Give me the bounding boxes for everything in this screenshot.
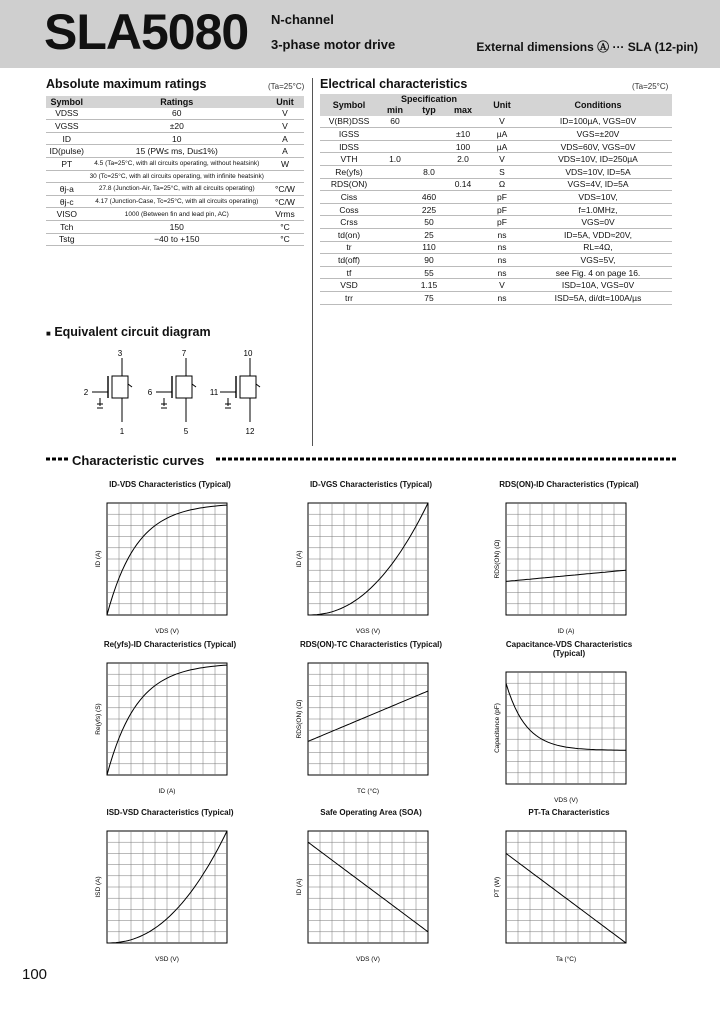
y-axis-label: Capacitance (pF) — [494, 703, 501, 753]
abs-rating: 150 — [88, 220, 266, 233]
elec-unit: pF — [480, 216, 524, 229]
elec-max — [446, 165, 480, 178]
elec-header-symbol: Symbol — [320, 94, 378, 116]
elec-sym: VTH — [320, 153, 378, 166]
abs-unit: °C/W — [266, 183, 304, 196]
elec-max: 0.14 — [446, 178, 480, 191]
mosfet-symbol — [210, 349, 260, 436]
elec-sym: V(BR)DSS — [320, 116, 378, 128]
x-axis-label: VDS (V) — [356, 956, 380, 963]
elec-cond: ID=5A, VDD≈20V, — [524, 228, 672, 241]
elec-header-spec: Specification — [378, 94, 480, 104]
elec-header-typ: typ — [412, 104, 446, 116]
elec-typ — [412, 153, 446, 166]
elec-unit: pF — [480, 191, 524, 204]
abs-table-row — [46, 183, 304, 196]
chart-title: ISD-VSD Characteristics (Typical) — [106, 808, 234, 817]
elec-sym: tf — [320, 266, 378, 279]
elec-table-row — [320, 140, 672, 153]
elec-table-row — [320, 178, 672, 191]
elec-unit: ns — [480, 254, 524, 267]
device-type: N-channel — [271, 12, 334, 27]
elec-unit: ns — [480, 291, 524, 304]
elec-max — [446, 266, 480, 279]
elec-table-row — [320, 191, 672, 204]
elec-unit: S — [480, 165, 524, 178]
elec-min: 1.0 — [378, 153, 412, 166]
elec-cond: ID=100µA, VGS=0V — [524, 116, 672, 128]
elec-min — [378, 254, 412, 267]
elec-char-condition: (Ta=25°C) — [632, 82, 669, 91]
abs-symbol: Tstg — [46, 233, 88, 246]
abs-unit: °C — [266, 220, 304, 233]
elec-sym: Coss — [320, 203, 378, 216]
elec-typ: 225 — [412, 203, 446, 216]
chart-plot — [296, 817, 446, 967]
elec-sym: trr — [320, 291, 378, 304]
pin-label: 12 — [245, 427, 255, 436]
elec-cond: RL=4Ω, — [524, 241, 672, 254]
abs-table-row — [46, 157, 304, 170]
chart-plot — [95, 649, 245, 799]
chart-title: Re(yfs)-ID Characteristics (Typical) — [103, 640, 237, 649]
elec-cond: VDS=10V, ID=250µA — [524, 153, 672, 166]
chart-title: Capacitance-VDS Characteristics (Typical) — [505, 640, 633, 658]
abs-symbol: θj-a — [46, 183, 88, 196]
elec-typ: 110 — [412, 241, 446, 254]
y-axis-label: Re(yfs) (S) — [95, 703, 102, 735]
chart-title: Safe Operating Area (SOA) — [320, 808, 422, 817]
elec-typ — [412, 128, 446, 141]
abs-rating: 30 (Tc=25°C, with all circuits operating, with infinite heatsink) — [88, 170, 266, 183]
elec-typ: 55 — [412, 266, 446, 279]
elec-header-min: min — [378, 104, 412, 116]
abs-unit: A — [266, 132, 304, 145]
elec-cond: VGS=±20V — [524, 128, 672, 141]
part-number: SLA5080 — [44, 4, 249, 60]
elec-table-row — [320, 291, 672, 304]
elec-typ — [412, 140, 446, 153]
elec-cond: VDS=10V, ID=5A — [524, 165, 672, 178]
abs-rating: ±20 — [88, 120, 266, 133]
elec-cond: VGS=4V, ID=5A — [524, 178, 672, 191]
characteristic-chart — [95, 640, 245, 804]
abs-symbol: VGSS — [46, 120, 88, 133]
y-axis-label: ID (A) — [95, 550, 102, 568]
characteristic-chart — [296, 808, 446, 972]
abs-unit: V — [266, 120, 304, 133]
elec-unit: V — [480, 116, 524, 128]
elec-char-table — [320, 94, 672, 305]
abs-table-row — [46, 220, 304, 233]
abs-symbol: ID — [46, 132, 88, 145]
chart-title: ID-VDS Characteristics (Typical) — [109, 480, 231, 489]
abs-rating: 1000 (Between fin and lead pin, AC) — [88, 208, 266, 221]
abs-header-unit: Unit — [266, 96, 304, 108]
elec-unit: ns — [480, 228, 524, 241]
elec-table-row — [320, 153, 672, 166]
x-axis-label: VDS (V) — [554, 797, 578, 804]
abs-symbol: VDSS — [46, 108, 88, 120]
chart-plot — [95, 489, 245, 639]
abs-table-row — [46, 120, 304, 133]
elec-cond: f=1.0MHz, — [524, 203, 672, 216]
chart-title: ID-VGS Characteristics (Typical) — [309, 480, 433, 489]
elec-min — [378, 203, 412, 216]
equiv-circuit-diagram — [60, 346, 300, 442]
elec-min — [378, 241, 412, 254]
x-axis-label: ID (A) — [158, 788, 176, 795]
elec-min — [378, 191, 412, 204]
abs-max-title: Absolute maximum ratings — [46, 77, 207, 91]
elec-max — [446, 191, 480, 204]
y-axis-label: ID (A) — [296, 878, 303, 896]
elec-unit: V — [480, 153, 524, 166]
abs-table-row — [46, 170, 304, 183]
elec-min — [378, 266, 412, 279]
chart-plot — [296, 649, 446, 799]
abs-rating: 60 — [88, 108, 266, 120]
elec-max — [446, 228, 480, 241]
elec-char-title: Electrical characteristics — [320, 77, 468, 91]
pin-label: 7 — [181, 349, 187, 358]
elec-typ — [412, 178, 446, 191]
characteristic-chart — [95, 480, 245, 644]
elec-min — [378, 228, 412, 241]
chart-title: PT-Ta Characteristics — [528, 808, 610, 817]
elec-min — [378, 178, 412, 191]
elec-typ: 1.15 — [412, 279, 446, 292]
elec-max — [446, 291, 480, 304]
characteristic-chart — [296, 480, 446, 644]
elec-sym: td(on) — [320, 228, 378, 241]
abs-rating: 10 — [88, 132, 266, 145]
elec-max — [446, 279, 480, 292]
elec-unit: µA — [480, 140, 524, 153]
chart-plot — [494, 489, 644, 639]
elec-typ: 50 — [412, 216, 446, 229]
external-dimensions: External dimensions Ⓐ ··· SLA (12-pin) — [476, 40, 698, 54]
mosfet-symbol — [148, 349, 196, 436]
y-axis-label: RDS(ON) (Ω) — [296, 699, 303, 739]
abs-table-row — [46, 233, 304, 246]
elec-unit: ns — [480, 241, 524, 254]
elec-cond: see Fig. 4 on page 16. — [524, 266, 672, 279]
abs-table-row — [46, 108, 304, 120]
elec-unit: pF — [480, 203, 524, 216]
elec-max — [446, 116, 480, 128]
abs-rating: −40 to +150 — [88, 233, 266, 246]
elec-unit: Ω — [480, 178, 524, 191]
elec-table-row — [320, 165, 672, 178]
chart-plot — [494, 658, 644, 808]
elec-typ — [412, 116, 446, 128]
characteristic-chart — [494, 480, 644, 644]
elec-max: 2.0 — [446, 153, 480, 166]
elec-table-row — [320, 266, 672, 279]
abs-unit: V — [266, 108, 304, 120]
elec-typ: 90 — [412, 254, 446, 267]
elec-sym: td(off) — [320, 254, 378, 267]
abs-header-symbol: Symbol — [46, 96, 88, 108]
abs-max-condition: (Ta=25°C) — [268, 82, 305, 91]
abs-table-row — [46, 195, 304, 208]
elec-min — [378, 216, 412, 229]
elec-min — [378, 291, 412, 304]
y-axis-label: ISD (A) — [95, 876, 102, 898]
abs-table-row — [46, 145, 304, 158]
elec-cond: VGS=0V — [524, 216, 672, 229]
elec-min: 60 — [378, 116, 412, 128]
elec-sym: Re(yfs) — [320, 165, 378, 178]
chart-title: RDS(ON)-ID Characteristics (Typical) — [499, 480, 639, 489]
elec-max: ±10 — [446, 128, 480, 141]
abs-rating: 27.8 (Junction-Air, Ta=25°C, with all circuits operating) — [88, 183, 266, 196]
header-band — [0, 0, 720, 68]
abs-rating: 4.17 (Junction-Case, Tc=25°C, with all circuits operating) — [88, 195, 266, 208]
elec-sym: IDSS — [320, 140, 378, 153]
characteristic-chart — [494, 808, 644, 972]
mosfet-symbol — [84, 349, 132, 436]
column-divider — [312, 78, 313, 446]
abs-unit: °C — [266, 233, 304, 246]
abs-max-table — [46, 96, 304, 246]
pin-label: 2 — [83, 388, 89, 397]
elec-unit: ns — [480, 266, 524, 279]
pin-label: 11 — [209, 388, 219, 397]
elec-sym: VSD — [320, 279, 378, 292]
elec-cond: VDS=10V, — [524, 191, 672, 204]
page-number: 100 — [22, 966, 48, 983]
abs-table-row — [46, 132, 304, 145]
elec-max — [446, 241, 480, 254]
elec-sym: Ciss — [320, 191, 378, 204]
elec-header-unit: Unit — [480, 94, 524, 116]
pin-label: 10 — [243, 349, 253, 358]
abs-rating: 4.5 (Ta=25°C, with all circuits operating, without heatsink) — [88, 157, 266, 170]
pin-label: 6 — [147, 388, 153, 397]
elec-sym: IGSS — [320, 128, 378, 141]
elec-min — [378, 128, 412, 141]
x-axis-label: Ta (°C) — [555, 956, 577, 963]
y-axis-label: PT (W) — [494, 876, 501, 898]
x-axis-label: TC (°C) — [356, 788, 380, 795]
pin-label: 1 — [119, 427, 125, 436]
elec-header-max: max — [446, 104, 480, 116]
chart-title: RDS(ON)-TC Characteristics (Typical) — [299, 640, 443, 649]
elec-max — [446, 216, 480, 229]
device-application: 3-phase motor drive — [271, 37, 396, 52]
elec-cond: ISD=10A, VGS=0V — [524, 279, 672, 292]
y-axis-label: ID (A) — [296, 550, 303, 568]
x-axis-label: VDS (V) — [155, 628, 179, 635]
elec-max — [446, 254, 480, 267]
elec-unit: µA — [480, 128, 524, 141]
elec-header-conditions: Conditions — [524, 94, 672, 116]
abs-unit: W — [266, 157, 304, 170]
abs-table-row — [46, 208, 304, 221]
elec-min — [378, 279, 412, 292]
x-axis-label: VGS (V) — [355, 628, 381, 635]
elec-sym: RDS(ON) — [320, 178, 378, 191]
pin-label: 3 — [117, 349, 123, 358]
elec-unit: V — [480, 279, 524, 292]
abs-symbol: Tch — [46, 220, 88, 233]
abs-symbol: ID(pulse) — [46, 145, 88, 158]
equiv-circuit-title: ■ Equivalent circuit diagram — [46, 325, 211, 339]
abs-header-ratings: Ratings — [88, 96, 266, 108]
abs-unit: A — [266, 145, 304, 158]
x-axis-label: VSD (V) — [155, 956, 179, 963]
elec-sym: Crss — [320, 216, 378, 229]
abs-unit: °C/W — [266, 195, 304, 208]
pin-label: 5 — [183, 427, 189, 436]
elec-table-row — [320, 241, 672, 254]
elec-cond: VGS=5V, — [524, 254, 672, 267]
abs-rating: 15 (PW≤ ms, Du≤1%) — [88, 145, 266, 158]
abs-symbol: PT — [46, 157, 88, 170]
abs-symbol — [46, 170, 88, 183]
characteristic-chart — [296, 640, 446, 804]
elec-typ: 460 — [412, 191, 446, 204]
abs-unit: Vrms — [266, 208, 304, 221]
abs-symbol: θj-c — [46, 195, 88, 208]
elec-table-row — [320, 254, 672, 267]
elec-table-row — [320, 216, 672, 229]
chart-plot — [296, 489, 446, 639]
elec-typ: 75 — [412, 291, 446, 304]
elec-min — [378, 165, 412, 178]
elec-cond: ISD=5A, di/dt=100A/µs — [524, 291, 672, 304]
elec-min — [378, 140, 412, 153]
curves-title: Characteristic curves — [72, 453, 205, 468]
chart-plot — [95, 817, 245, 967]
abs-symbol: VISO — [46, 208, 88, 221]
elec-sym: tr — [320, 241, 378, 254]
elec-table-row — [320, 128, 672, 141]
elec-max: 100 — [446, 140, 480, 153]
characteristic-chart — [494, 640, 644, 813]
elec-table-row — [320, 279, 672, 292]
elec-table-row — [320, 228, 672, 241]
chart-plot — [494, 817, 644, 967]
elec-max — [446, 203, 480, 216]
x-axis-label: ID (A) — [557, 628, 575, 635]
elec-cond: VDS=60V, VGS=0V — [524, 140, 672, 153]
elec-typ: 8.0 — [412, 165, 446, 178]
abs-unit — [266, 170, 304, 183]
characteristic-chart — [95, 808, 245, 972]
y-axis-label: RDS(ON) (Ω) — [494, 539, 501, 579]
elec-table-row — [320, 116, 672, 128]
elec-table-row — [320, 203, 672, 216]
elec-typ: 25 — [412, 228, 446, 241]
